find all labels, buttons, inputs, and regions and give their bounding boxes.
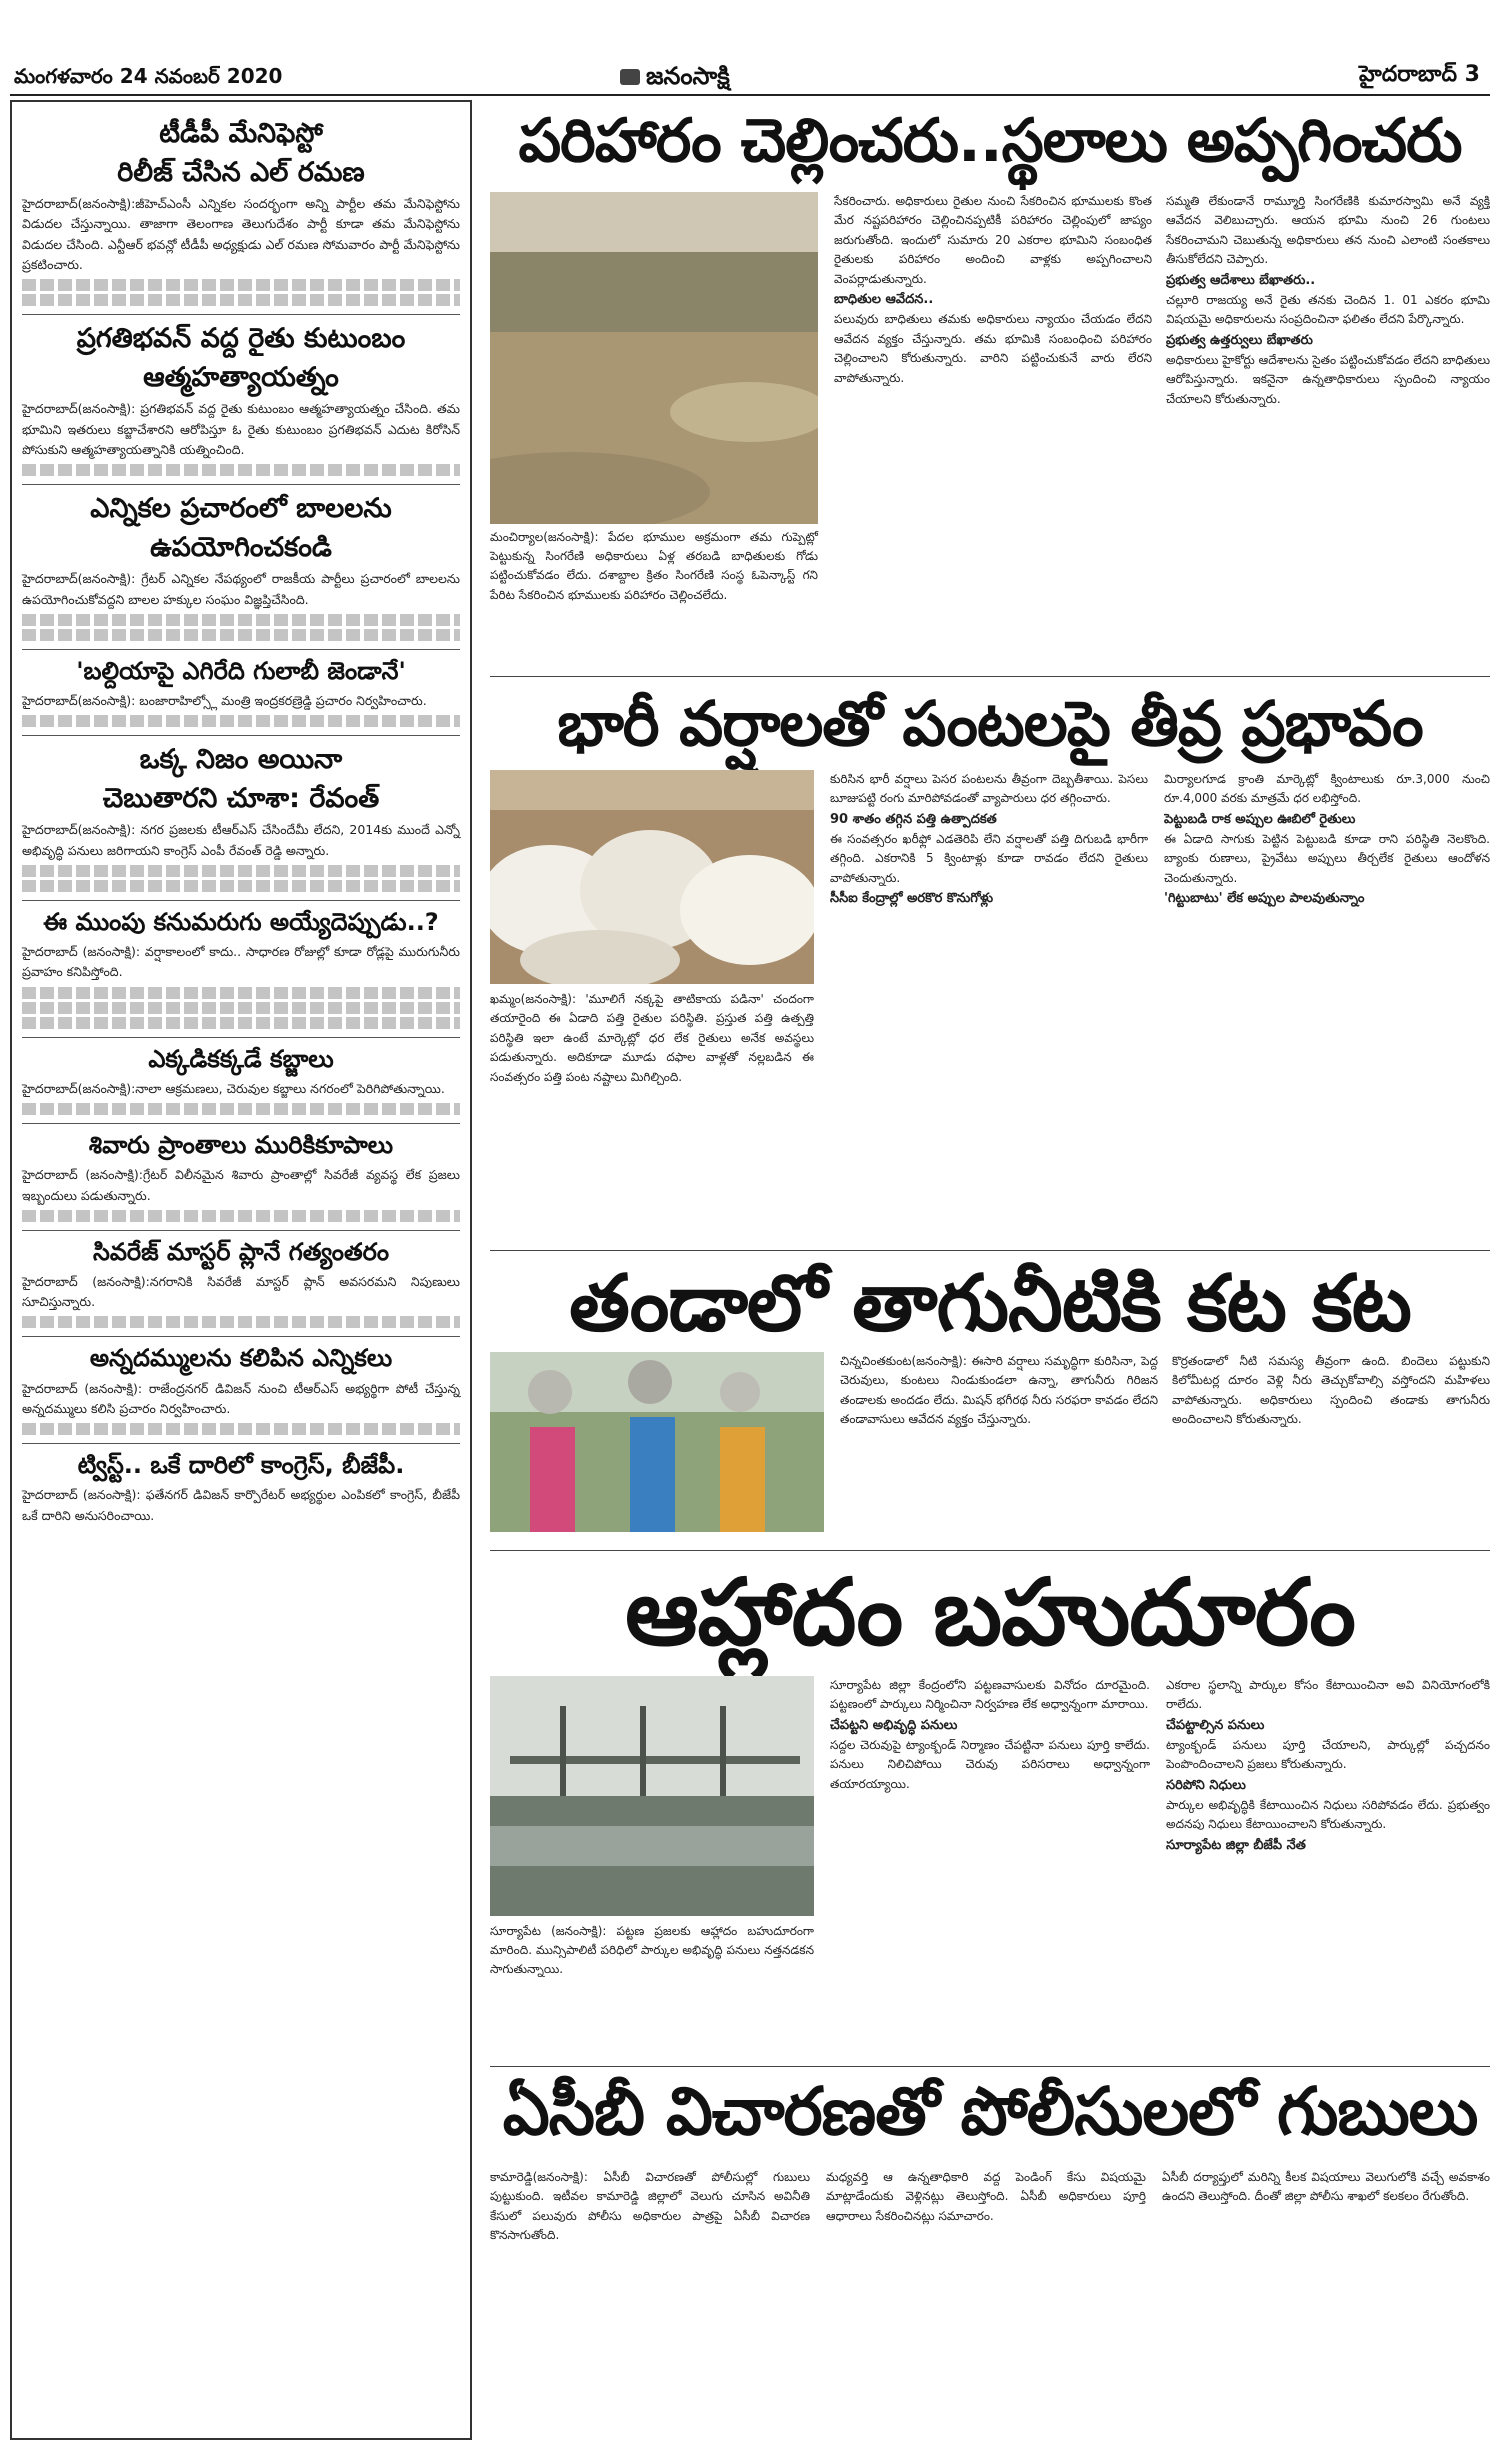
article-subheading: ప్రభుత్వ ఆదేశాలు బేఖాతరు.. (1166, 272, 1316, 288)
story-body: హైదరాబాద్ (జనంసాక్షి): రాజేంద్రనగర్ డివిజన్ నుంచి టీఆర్ఎస్ అభ్యర్థిగా పోటీ చేస్తున్న అన్నదమ్ములు కలిసి ప్రచారం నిర్వహించారు. (22, 1380, 460, 1416)
story-headline: ఈ ముంపు కనుమరుగు అయ్యేదెప్పుడు..? (22, 900, 460, 938)
article-subheading: పెట్టుబడి రాక అప్పుల ఊబిలో రైతులు (1164, 811, 1356, 827)
story-body: హైదరాబాద్(జనంసాక్షి): గ్రేటర్ ఎన్నికల నేపథ్యంలో రాజకీయ పార్టీలు ప్రచారంలో బాలలను ఉపయోగించుకోవద్దని బాలల హక్కుల సంఘం విజ్ఞప్తిచేసింది. (22, 571, 460, 607)
photo-caption: మంచిర్యాల(జనంసాక్షి): పేదల భూముల అక్రమంగా తమ గుప్పెట్లో పెట్టుకున్న సింగరేణి అధికారులు ఏళ్ల తరబడి బాధితులకు గోడు పట్టించుకోవడం లేదు. దశాబ్దాల క్రితం సింగరేణి సంస్థ ఓపెన్కాస్ట్ గని పేరిట సేకరించిన భూములకు పరిహారం చెల్లించలేదు. (490, 530, 818, 602)
story-body: హైదరాబాద్ (జనంసాక్షి):గ్రేటర్ విలీనమైన శివారు ప్రాంతాల్లో సివరేజీ వ్యవస్థ లేక ప్రజలు ఇబ్బందులు పడుతున్నారు. (22, 1167, 460, 1203)
masthead-logo-icon (620, 69, 640, 85)
article-parks (490, 1559, 1490, 1666)
story-headline: శివారు ప్రాంతాలు మురికికూపాలు (22, 1123, 460, 1161)
masthead (620, 62, 730, 96)
story-headline: ఎన్నికల ప్రచారంలో బాలలను (22, 484, 460, 526)
article-column: కామారెడ్డి(జనంసాక్షి): ఏసీబీ విచారణతో పోలీసుల్లో గుబులు పుట్టుకుంది. ఇటీవల కామారెడ్డి జిల్లాలో వెలుగు చూసిన అవినీతి కేసులో పలువురు పోలీసు అధికారుల పాత్రపై ఏసీబీ విచారణ కొనసాగుతోంది. (490, 2170, 810, 2243)
article-column: సమ్మతి లేకుండానే రామ్మూర్తి సింగరేణికి కుమారస్వామి అనే వ్యక్తి ఆవేదన వెలిబుచ్చారు. ఆయన భూమి నుంచి 26 గుంటలు సేకరించామని చెబుతున్న అధికారులు తన నుంచి ఎలాంటి సంతకాలు తీసుకోలేదని చెప్పారు. ప్రభుత్వ ఆదేశాలు బేఖాతరు.. చల్లూరి రాజయ్య అనే రైతు తనకు చెందిన 1. 01 ఎకరం భూమి విషయమై అధికారులను సంప్రదించినా ఫలితం లేదని పేర్కొన్నారు. ప్రభుత్వ ఉత్తర్వులు బేఖాతరు అధికారులు హైకోర్టు ఆదేశాలను సైతం పట్టించుకోవడం లేదని బాధితులు ఆరోపిస్తున్నారు. ఇకనైనా ఉన్నతాధికారులు స్పందించి న్యాయం చేయాలని కోరుతున్నారు. (1166, 194, 1490, 406)
women-water-pots-photo (490, 1352, 824, 1532)
article-subheading: సూర్యాపేట జిల్లా బీజేపీ నేత (1166, 1837, 1306, 1853)
article-drinking-water (490, 1259, 1490, 1349)
article-subheading: బాధితుల ఆవేదన.. (834, 292, 934, 308)
article-column: సూర్యాపేట జిల్లా కేంద్రంలోని పట్టణవాసులకు వినోదం దూరమైంది. పట్టణంలో పార్కులు నిర్మించినా నిర్వహణ లేక అధ్వాన్నంగా మారాయి. చేపట్టని అభివృద్ధి పనులు సద్దల చెరువుపై ట్యాంక్బండ్ నిర్మాణం చేపట్టినా పనులు పూర్తి కాలేదు. పనులు నిలిచిపోయి చెరువు పరిసరాలు అధ్వాన్నంగా తయారయ్యాయి. (830, 1678, 1150, 1791)
article-column: ఖమ్మం(జనంసాక్షి): 'మూలిగే నక్కపై తాటికాయ పడినా' చందంగా తయారైంది ఈ ఏడాది పత్తి రైతుల పరిస్థితి. ప్రస్తుత పత్తి ఉత్పత్తి పరిస్థితి ఇలా ఉంటే మార్కెట్లో ధర లేక రైతులు అనేక అవస్థలు పడుతున్నారు. అదికూడా మూడు దఫాల వాళ్లతో నల్లబడిన ఈ సంవత్సరం పత్తి పంట నష్టాలు మిగిల్చింది. (490, 992, 814, 1084)
story-headline: 'బల్దియాపై ఎగిరేది గులాబీ జెండానే' (22, 649, 460, 687)
article-subheading: 'గిట్టుబాటు' లేక అప్పుల పాలవుతున్నాం (1164, 891, 1365, 907)
article-headline: తండాలో తాగునీటికి కట కట (569, 1259, 1411, 1349)
story-headline: చెబుతారని చూశా: రేవంత్ (102, 783, 380, 815)
story-headline: ఆత్మహత్యాయత్నం (143, 362, 339, 394)
story-headline: రిలీజ్ చేసిన ఎల్ రమణ (117, 157, 365, 189)
masthead-title: జనంసాక్షి (646, 62, 730, 90)
article-headline: ఏసీబీ విచారణతో పోలీసులలో గుబులు (502, 2073, 1478, 2150)
article-subheading: ప్రభుత్వ ఉత్తర్వులు బేఖాతరు (1166, 332, 1313, 348)
story-headline: టీడీపీ మేనిఫెస్టో (159, 118, 323, 149)
article-column: చిన్నచింతకుంట(జనంసాక్షి): ఈసారి వర్షాలు సమృద్ధిగా కురిసినా, పెద్ద చెరువులు, కుంటలు నిండుకుండలా ఉన్నా, తాగునీరు గిరిజన తండాలకు అందడం లేదు. మిషన్ భగీరథ నీరు సరఫరా కావడం లేదని తండావాసులు ఆవేదన వ్యక్తం చేస్తున్నారు. (840, 1354, 1158, 1427)
cotton-sacks-photo (490, 770, 814, 984)
article-column: సేకరించారు. అధికారులు రైతుల నుంచి సేకరించిన భూములకు కొంత మేర నష్టపరిహారం చెల్లించినప్పటికీ పరిహారం చెల్లింపులో జాప్యం జరుగుతోంది. ఇందులో సుమారు 20 ఎకరాల భూమిని సంబంధిత రైతులకు పరిహారం అందించి వాళ్లకు అప్పగించాలని వెంపర్లాడుతున్నారు. బాధితుల ఆవేదన.. పలువురు బాధితులు తమకు అధికారులు న్యాయం చేయడం లేదని ఆవేదన వ్యక్తం చేస్తున్నారు. తమ భూమికి సంబంధించి పరిహారం చెల్లించాలని కోరుతున్నారు. వారిని పట్టించుకునే వారు లేరని వాపోతున్నారు. (834, 194, 1152, 385)
article-compensation (490, 108, 1490, 174)
article-column: ఎకరాల స్థలాన్ని పార్కుల కోసం కేటాయించినా అవి వినియోగంలోకి రాలేదు. చేపట్టాల్సిన పనులు ట్యాంక్బండ్ పనులు పూర్తి చేయాలని, పార్కుల్లో పచ్చదనం పెంపొందించాలని ప్రజలు కోరుతున్నారు. సరిపోని నిధులు పార్కుల అభివృద్ధికి కేటాయించిన నిధులు సరిపోవడం లేదు. ప్రభుత్వం అదనపు నిధులు కేటాయించాలని కోరుతున్నారు. సూర్యాపేట జిల్లా బీజేపీ నేత (1166, 1676, 1490, 2056)
story-body: హైదరాబాద్ (జనంసాక్షి): వర్షాకాలంలో కాదు.. సాధారణ రోజుల్లో కూడా రోడ్లపై మురుగునీరు ప్రవాహం కనిపిస్తోంది. (22, 944, 460, 980)
story-body: హైదరాబాద్ (జనంసాక్షి):నగరానికి సివరేజీ మాస్టర్ ప్లాన్ అవసరమని నిపుణులు సూచిస్తున్నారు. (22, 1273, 460, 1310)
story-headline: ట్విస్ట్.. ఒకే దారిలో కాంగ్రెస్, బీజేపీ. (22, 1443, 460, 1481)
article-headline: భారీ వర్షాలతో పంటలపై తీవ్ర ప్రభావం (557, 687, 1423, 760)
page-header (0, 0, 1500, 92)
article-column: మిర్యాలగూడ క్రాంతి మార్కెట్లో క్వింటాలుకు రూ.3,000 నుంచి రూ.4,000 వరకు మాత్రమే ధర లభిస్తోంది. పెట్టుబడి రాక అప్పుల ఊబిలో రైతులు ఈ ఏడాది సాగుకు పెట్టిన పెట్టుబడి కూడా రాని పరిస్థితి నెలకొంది. బ్యాంకు రుణాలు, ప్రైవేటు అప్పులు తీర్చలేక రైతులు ఆందోళన చెందుతున్నారు. 'గిట్టుబాటు' లేక అప్పుల పాలవుతున్నాం (1164, 770, 1490, 1240)
story-body: హైదరాబాద్ (జనంసాక్షి): ఫతేనగర్ డివిజన్ కార్పొరేటర్ అభ్యర్థుల ఎంపికలో కాంగ్రెస్, బీజేపీ ఒకే దారిని అనుసరించాయి. (22, 1487, 460, 1523)
article-crops (490, 687, 1490, 760)
photo-caption: సూర్యాపేట (జనంసాక్షి): పట్టణ ప్రజలకు ఆహ్లాదం బహుదూరంగా మారింది. మున్సిపాలిటీ పరిధిలో పార్కుల అభివృద్ధి పనులు నత్తనడకన సాగుతున్నాయి. (490, 1924, 814, 1977)
article-subheading: సీసీఐ కేంద్రాల్లో అరకొర కొనుగోళ్లు (830, 891, 994, 907)
story-body: హైదరాబాద్(జనంసాక్షి): ప్రగతిభవన్ వద్ద రైతు కుటుంబం ఆత్మహత్యాయత్నం చేసింది. తమ భూమిని ఇతరులు కబ్జాచేశారని ఆరోపిస్తూ ఓ రైతు కుటుంబం ప్రగతిభవన్ ఎదుట కిరోసిన్ పోసుకుని ఆత్మహత్యాయత్నానికి యత్నించింది. (22, 401, 460, 457)
issue-date: మంగళవారం 24 నవంబర్ 2020 (14, 64, 283, 88)
barren-land-photo (490, 192, 818, 524)
article-headline: ఆహ్లాదం బహుదూరం (625, 1559, 1355, 1666)
article-subheading: 90 శాతం తగ్గిన పత్తి ఉత్పాదకత (830, 811, 997, 827)
article-column: ఏసీబీ దర్యాప్తులో మరిన్ని కీలక విషయాలు వెలుగులోకి వచ్చే అవకాశం ఉందని తెలుస్తోంది. దీంతో జిల్లా పోలీసు శాఖలో కలకలం రేగుతోంది. (1162, 2170, 1490, 2204)
story-headline: ఎక్కడికక్కడే కబ్జాలు (22, 1037, 460, 1075)
story-headline: ఒక్క నిజం అయినా (22, 735, 460, 777)
article-column: మధ్యవర్తి ఆ ఉన్నతాధికారి వద్ద పెండింగ్ కేసు విషయమై మాట్లాడేందుకు వెళ్లినట్లు తెలుస్తోంది. ఏసీబీ అధికారులు పూర్తి ఆధారాలు సేకరించినట్లు సమాచారం. (826, 2170, 1146, 2223)
article-subheading: చేపట్టని అభివృద్ధి పనులు (830, 1717, 958, 1733)
article-subheading: చేపట్టాల్సిన పనులు (1166, 1717, 1265, 1733)
left-news-column (10, 100, 472, 2440)
article-acb-probe (490, 2073, 1490, 2150)
header-rule (10, 94, 1490, 96)
story-headline: ప్రగతిభవన్ వద్ద రైతు కుటుంబం (22, 314, 460, 356)
story-body: హైదరాబాద్(జనంసాక్షి):నాలా ఆక్రమణలు, చెరువుల కబ్జాలు నగరంలో పెరిగిపోతున్నాయి. (22, 1080, 445, 1096)
story-body: హైదరాబాద్(జనంసాక్షి): బంజారాహిల్స్లో మంత్రి ఇంద్రకరణ్రెడ్డి ప్రచారం నిర్వహించారు. (22, 693, 427, 708)
story-headline: ఉపయోగించకండి (150, 532, 332, 564)
story-body: హైదరాబాద్(జనంసాక్షి):జీహెచ్ఎంసీ ఎన్నికల సందర్భంగా అన్ని పార్టీల తమ మేనిఫెస్టోను విడుదల చేస్తున్నాయి. తాజాగా తెలంగాణ తెలుగుదేశం పార్టీ కూడా తమ మేనిఫెస్టోను విడుదల చేసింది. ఎన్టీఆర్ భవన్లో టీడీపీ అధ్యక్షుడు ఎల్ రమణ సోమవారం పార్టీ మేనిఫెస్టోను ప్రకటించారు. (22, 196, 460, 272)
story-headline: సివరేజ్ మాస్టర్ ప్లానే గత్యంతరం (22, 1230, 460, 1268)
tank-bund-photo (490, 1676, 814, 1916)
article-subheading: సరిపోని నిధులు (1166, 1777, 1246, 1793)
story-body: హైదరాబాద్(జనంసాక్షి): నగర ప్రజలకు టీఆర్ఎస్ చేసిందేమీ లేదని, 2014కు ముందే ఎన్నో అభివృద్ధి పనులు జరిగాయని కాంగ్రెస్ ఎంపీ రేవంత్ రెడ్డి అన్నారు. (22, 822, 460, 858)
article-headline: పరిహారం చెల్లించరు..స్థలాలు అప్పగించరు (518, 106, 1462, 176)
page-city-number: హైదరాబాద్ 3 (1359, 62, 1480, 87)
story-headline: అన్నదమ్ములను కలిపిన ఎన్నికలు (22, 1336, 460, 1374)
article-column: కురిసిన భారీ వర్షాలు పెసర పంటలను తీవ్రంగా దెబ్బతీశాయి. పెసలు బూజుపట్టి రంగు మారిపోవడంతో వ్యాపారులు ధర తగ్గించారు. 90 శాతం తగ్గిన పత్తి ఉత్పాదకత ఈ సంవత్సరం ఖరీఫ్లో ఎడతెరిపి లేని వర్షాలతో పత్తి దిగుబడి భారీగా తగ్గింది. ఎకరానికి 5 క్వింటాళ్లు కూడా రావడం లేదని రైతులు వాపోతున్నారు. సీసీఐ కేంద్రాల్లో అరకొర కొనుగోళ్లు (830, 770, 1148, 1240)
article-column: కొర్రతండాలో నీటి సమస్య తీవ్రంగా ఉంది. బిందెలు పట్టుకుని కిలోమీటర్ల దూరం వెళ్లి నీరు తెచ్చుకోవాల్సి వస్తోందని మహిళలు వాపోతున్నారు. అధికారులు స్పందించి తండాకు తాగునీరు అందించాలని కోరుతున్నారు. (1172, 1354, 1490, 1427)
